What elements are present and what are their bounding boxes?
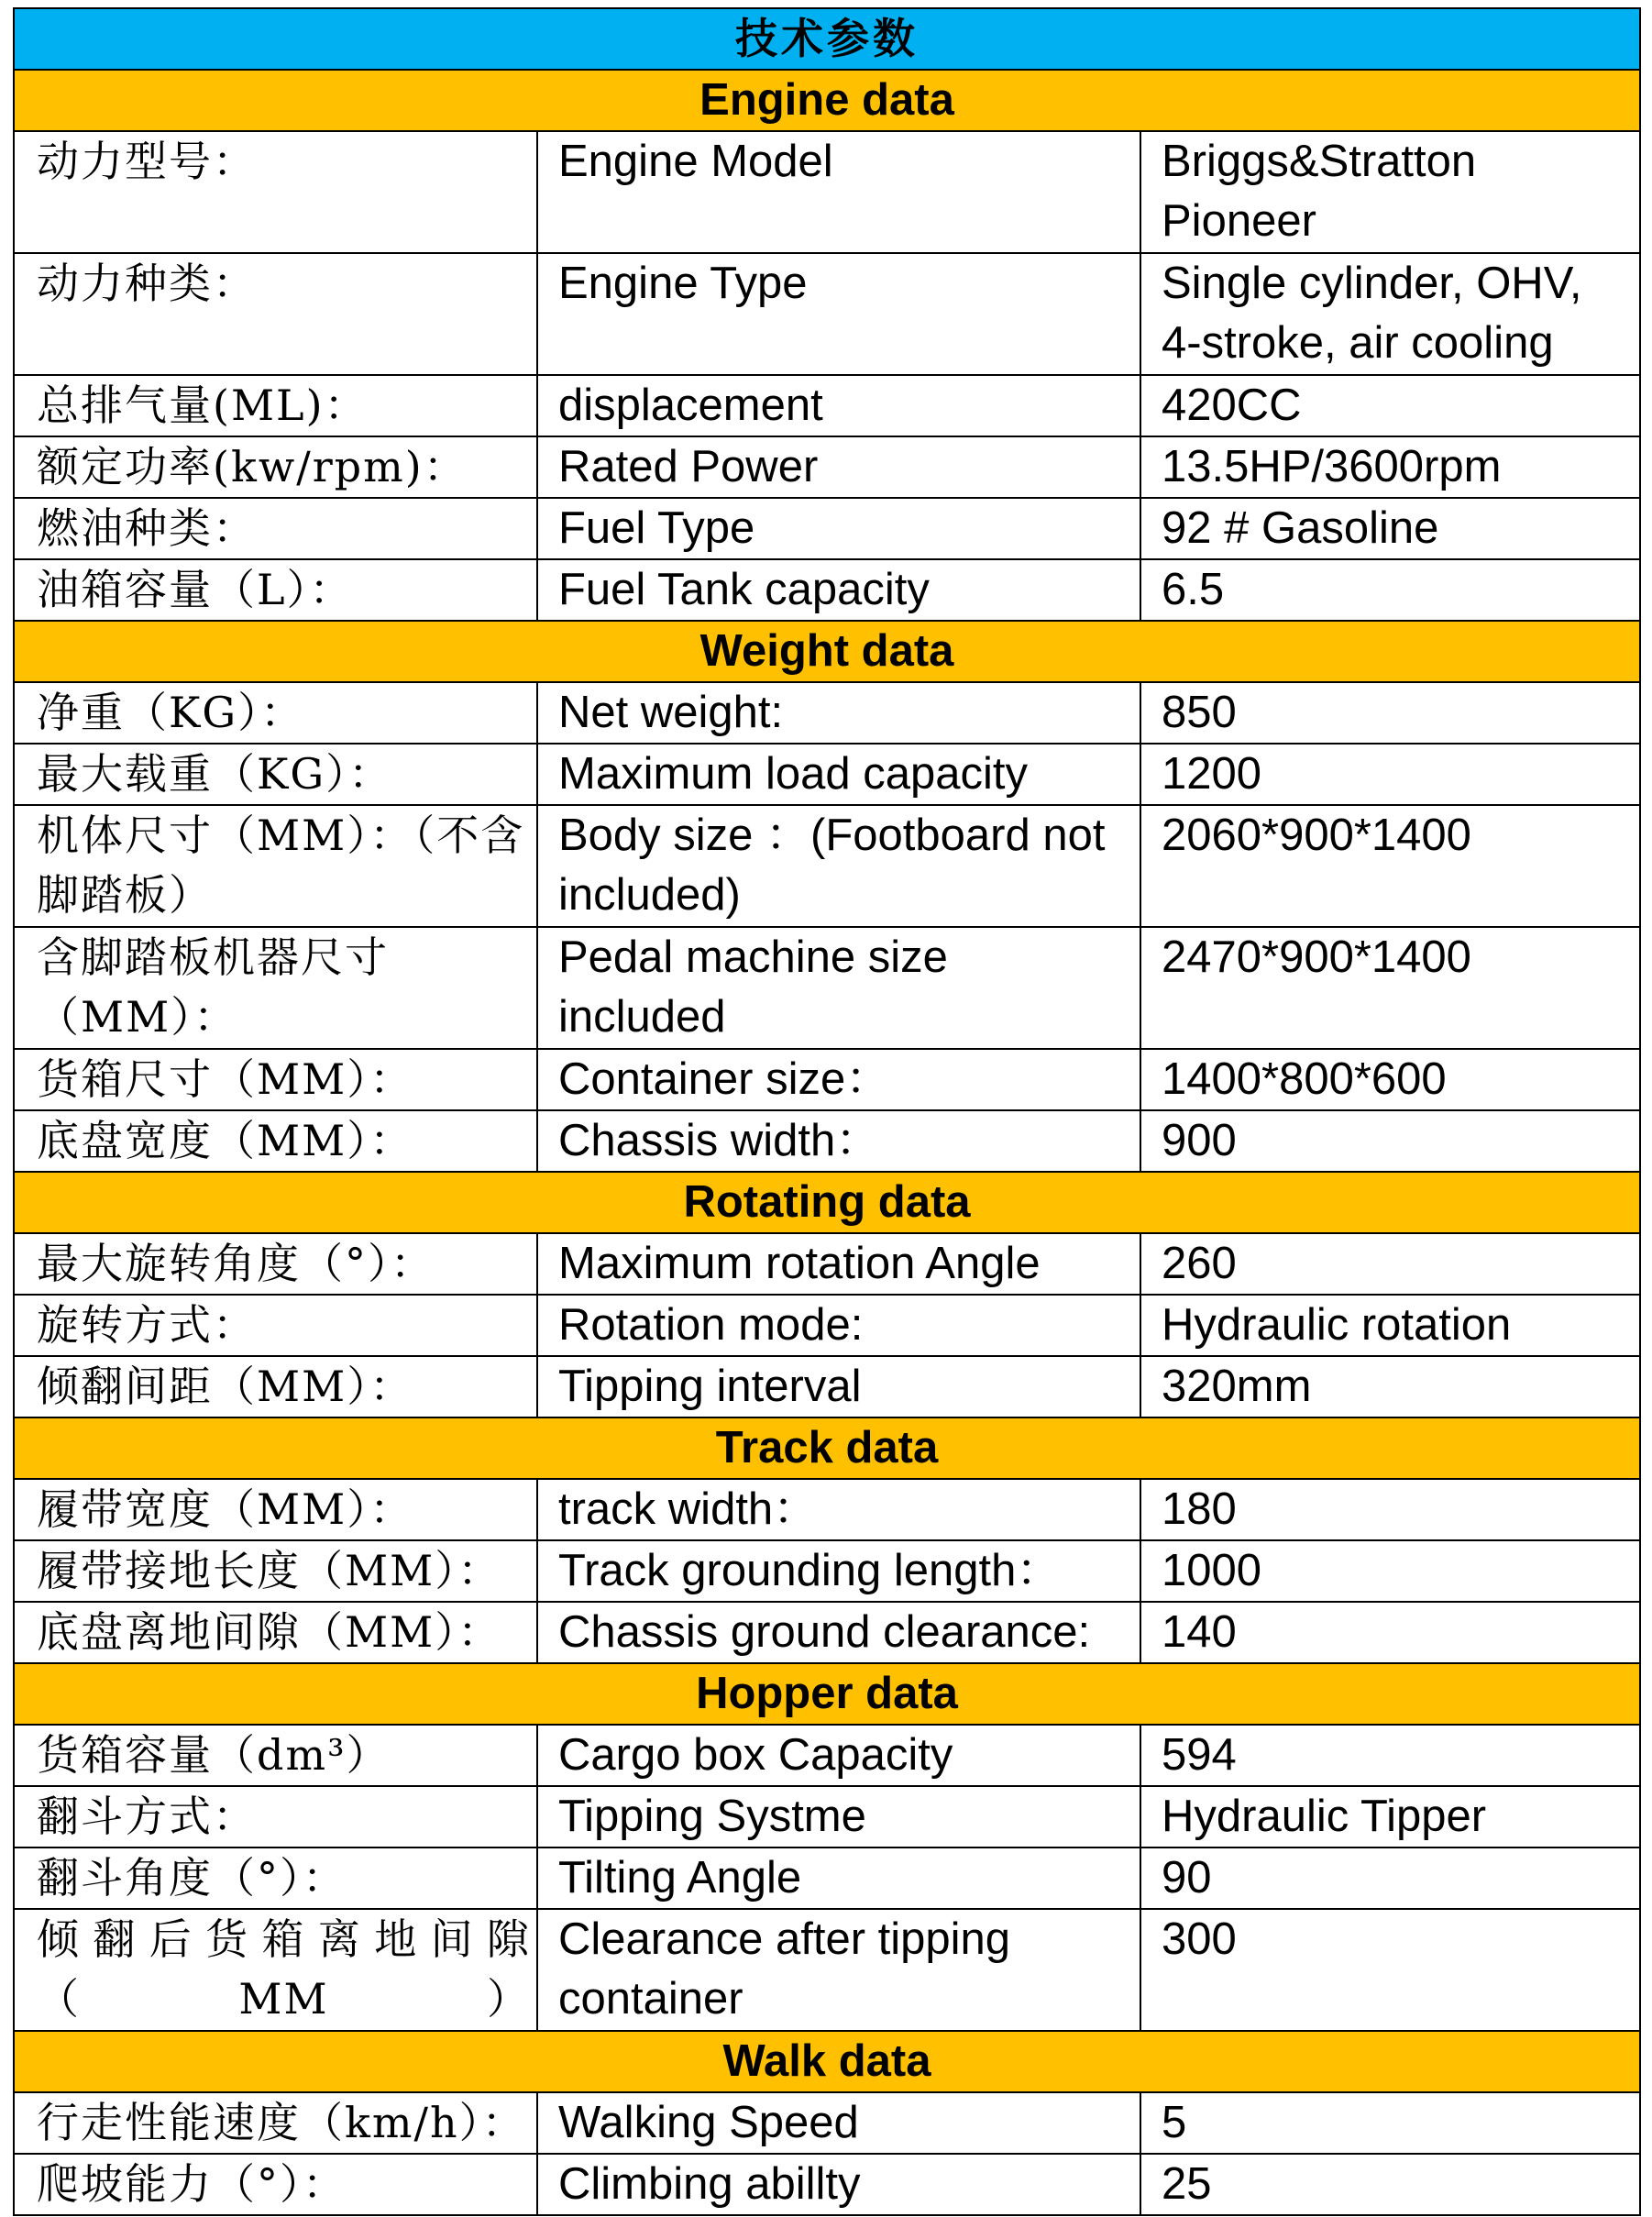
section-header-walk [14, 2031, 1640, 2092]
param-cn: 机体尺寸（MM）：（不含脚踏板） [14, 805, 537, 927]
param-value: 6.5 [1140, 559, 1640, 621]
param-value: 140 [1140, 1602, 1640, 1663]
param-cn: 额定功率(kw/rpm)： [14, 436, 537, 498]
section-title: Weight data [14, 621, 1640, 682]
table-row [14, 927, 1640, 1049]
param-en: Clearance after tipping container [537, 1909, 1140, 2031]
param-value: 92 # Gasoline [1140, 498, 1640, 559]
param-cn: 动力型号： [14, 131, 537, 253]
param-value: 260 [1140, 1233, 1640, 1295]
table-row [14, 1295, 1640, 1356]
param-en: Climbing abillty [537, 2154, 1140, 2215]
param-value: 13.5HP/3600rpm [1140, 436, 1640, 498]
param-en: Rotation mode: [537, 1295, 1140, 1356]
param-value: Single cylinder, OHV, 4-stroke, air cooling [1140, 253, 1640, 375]
param-cn: 动力种类： [14, 253, 537, 375]
param-en: Fuel Type [537, 498, 1140, 559]
table-row [14, 436, 1640, 498]
param-cn: 最大载重（KG）： [14, 744, 537, 805]
section-title: Walk data [14, 2031, 1640, 2092]
param-cn: 底盘宽度（MM）： [14, 1110, 537, 1172]
section-header-weight [14, 621, 1640, 682]
table-title: 技术参数 [14, 8, 1640, 70]
table-row [14, 1909, 1640, 2031]
section-title: Hopper data [14, 1663, 1640, 1725]
param-value: 5 [1140, 2092, 1640, 2154]
param-value: Briggs&Stratton Pioneer [1140, 131, 1640, 253]
section-header-engine [14, 70, 1640, 131]
table-row [14, 682, 1640, 744]
section-title: Track data [14, 1417, 1640, 1479]
param-cn: 货箱容量（dm³） [14, 1725, 537, 1786]
param-value: 2470*900*1400 [1140, 927, 1640, 1049]
param-cn: 行走性能速度（km/h）： [14, 2092, 537, 2154]
param-cn: 翻斗角度（°）： [14, 1848, 537, 1909]
param-cn: 旋转方式： [14, 1295, 537, 1356]
section-title: Rotating data [14, 1172, 1640, 1233]
param-en: track width： [537, 1479, 1140, 1540]
param-value: 900 [1140, 1110, 1640, 1172]
param-en: Maximum rotation Angle [537, 1233, 1140, 1295]
param-value: 594 [1140, 1725, 1640, 1786]
table-row [14, 498, 1640, 559]
param-cn: 倾翻后货箱离地间隙（MM） [14, 1909, 537, 2031]
param-en: Pedal machine size included [537, 927, 1140, 1049]
param-value: Hydraulic Tipper [1140, 1786, 1640, 1848]
table-row [14, 744, 1640, 805]
title-row [14, 8, 1640, 70]
param-en: Rated Power [537, 436, 1140, 498]
param-value: 90 [1140, 1848, 1640, 1909]
table-row [14, 1049, 1640, 1110]
param-en: Tipping interval [537, 1356, 1140, 1417]
table-row [14, 375, 1640, 436]
param-cn: 履带接地长度（MM）： [14, 1540, 537, 1602]
table-row [14, 253, 1640, 375]
table-row [14, 805, 1640, 927]
param-en: Track grounding length： [537, 1540, 1140, 1602]
param-value: Hydraulic rotation [1140, 1295, 1640, 1356]
param-value: 1000 [1140, 1540, 1640, 1602]
table-row [14, 1233, 1640, 1295]
table-row [14, 1356, 1640, 1417]
section-header-track [14, 1417, 1640, 1479]
param-cn: 油箱容量（L）： [14, 559, 537, 621]
param-cn: 含脚踏板机器尺寸（MM）： [14, 927, 537, 1049]
param-value: 1200 [1140, 744, 1640, 805]
table-row [14, 559, 1640, 621]
param-cn: 最大旋转角度（°）： [14, 1233, 537, 1295]
param-cn: 货箱尺寸（MM）： [14, 1049, 537, 1110]
param-en: Tilting Angle [537, 1848, 1140, 1909]
param-en: Maximum load capacity [537, 744, 1140, 805]
param-cn: 履带宽度（MM）： [14, 1479, 537, 1540]
param-value: 180 [1140, 1479, 1640, 1540]
param-cn: 总排气量(ML)： [14, 375, 537, 436]
spec-table [13, 7, 1641, 2216]
section-header-hopper [14, 1663, 1640, 1725]
param-en: Chassis width： [537, 1110, 1140, 1172]
param-en: Cargo box Capacity [537, 1725, 1140, 1786]
param-en: Engine Model [537, 131, 1140, 253]
table-row [14, 1540, 1640, 1602]
param-en: Chassis ground clearance: [537, 1602, 1140, 1663]
param-value: 1400*800*600 [1140, 1049, 1640, 1110]
section-header-rotating [14, 1172, 1640, 1233]
param-en: Engine Type [537, 253, 1140, 375]
table-row [14, 1848, 1640, 1909]
table-row [14, 1479, 1640, 1540]
section-title: Engine data [14, 70, 1640, 131]
param-en: Fuel Tank capacity [537, 559, 1140, 621]
table-row [14, 131, 1640, 253]
param-value: 320mm [1140, 1356, 1640, 1417]
param-cn: 翻斗方式： [14, 1786, 537, 1848]
table-row [14, 1725, 1640, 1786]
param-en: Net weight: [537, 682, 1140, 744]
table-row [14, 1786, 1640, 1848]
param-value: 300 [1140, 1909, 1640, 2031]
table-row [14, 2092, 1640, 2154]
param-value: 420CC [1140, 375, 1640, 436]
table-row [14, 2154, 1640, 2215]
param-cn: 倾翻间距（MM）： [14, 1356, 537, 1417]
param-cn: 爬坡能力（°）： [14, 2154, 537, 2215]
param-cn: 净重（KG）： [14, 682, 537, 744]
table-row [14, 1110, 1640, 1172]
param-en: displacement [537, 375, 1140, 436]
param-value: 850 [1140, 682, 1640, 744]
param-en: Walking Speed [537, 2092, 1140, 2154]
param-value: 2060*900*1400 [1140, 805, 1640, 927]
param-en: Body size ：(Footboard not included) [537, 805, 1140, 927]
param-value: 25 [1140, 2154, 1640, 2215]
param-en: Tipping Systme [537, 1786, 1140, 1848]
param-cn: 底盘离地间隙（MM）： [14, 1602, 537, 1663]
param-cn: 燃油种类： [14, 498, 537, 559]
table-row [14, 1602, 1640, 1663]
param-en: Container size： [537, 1049, 1140, 1110]
